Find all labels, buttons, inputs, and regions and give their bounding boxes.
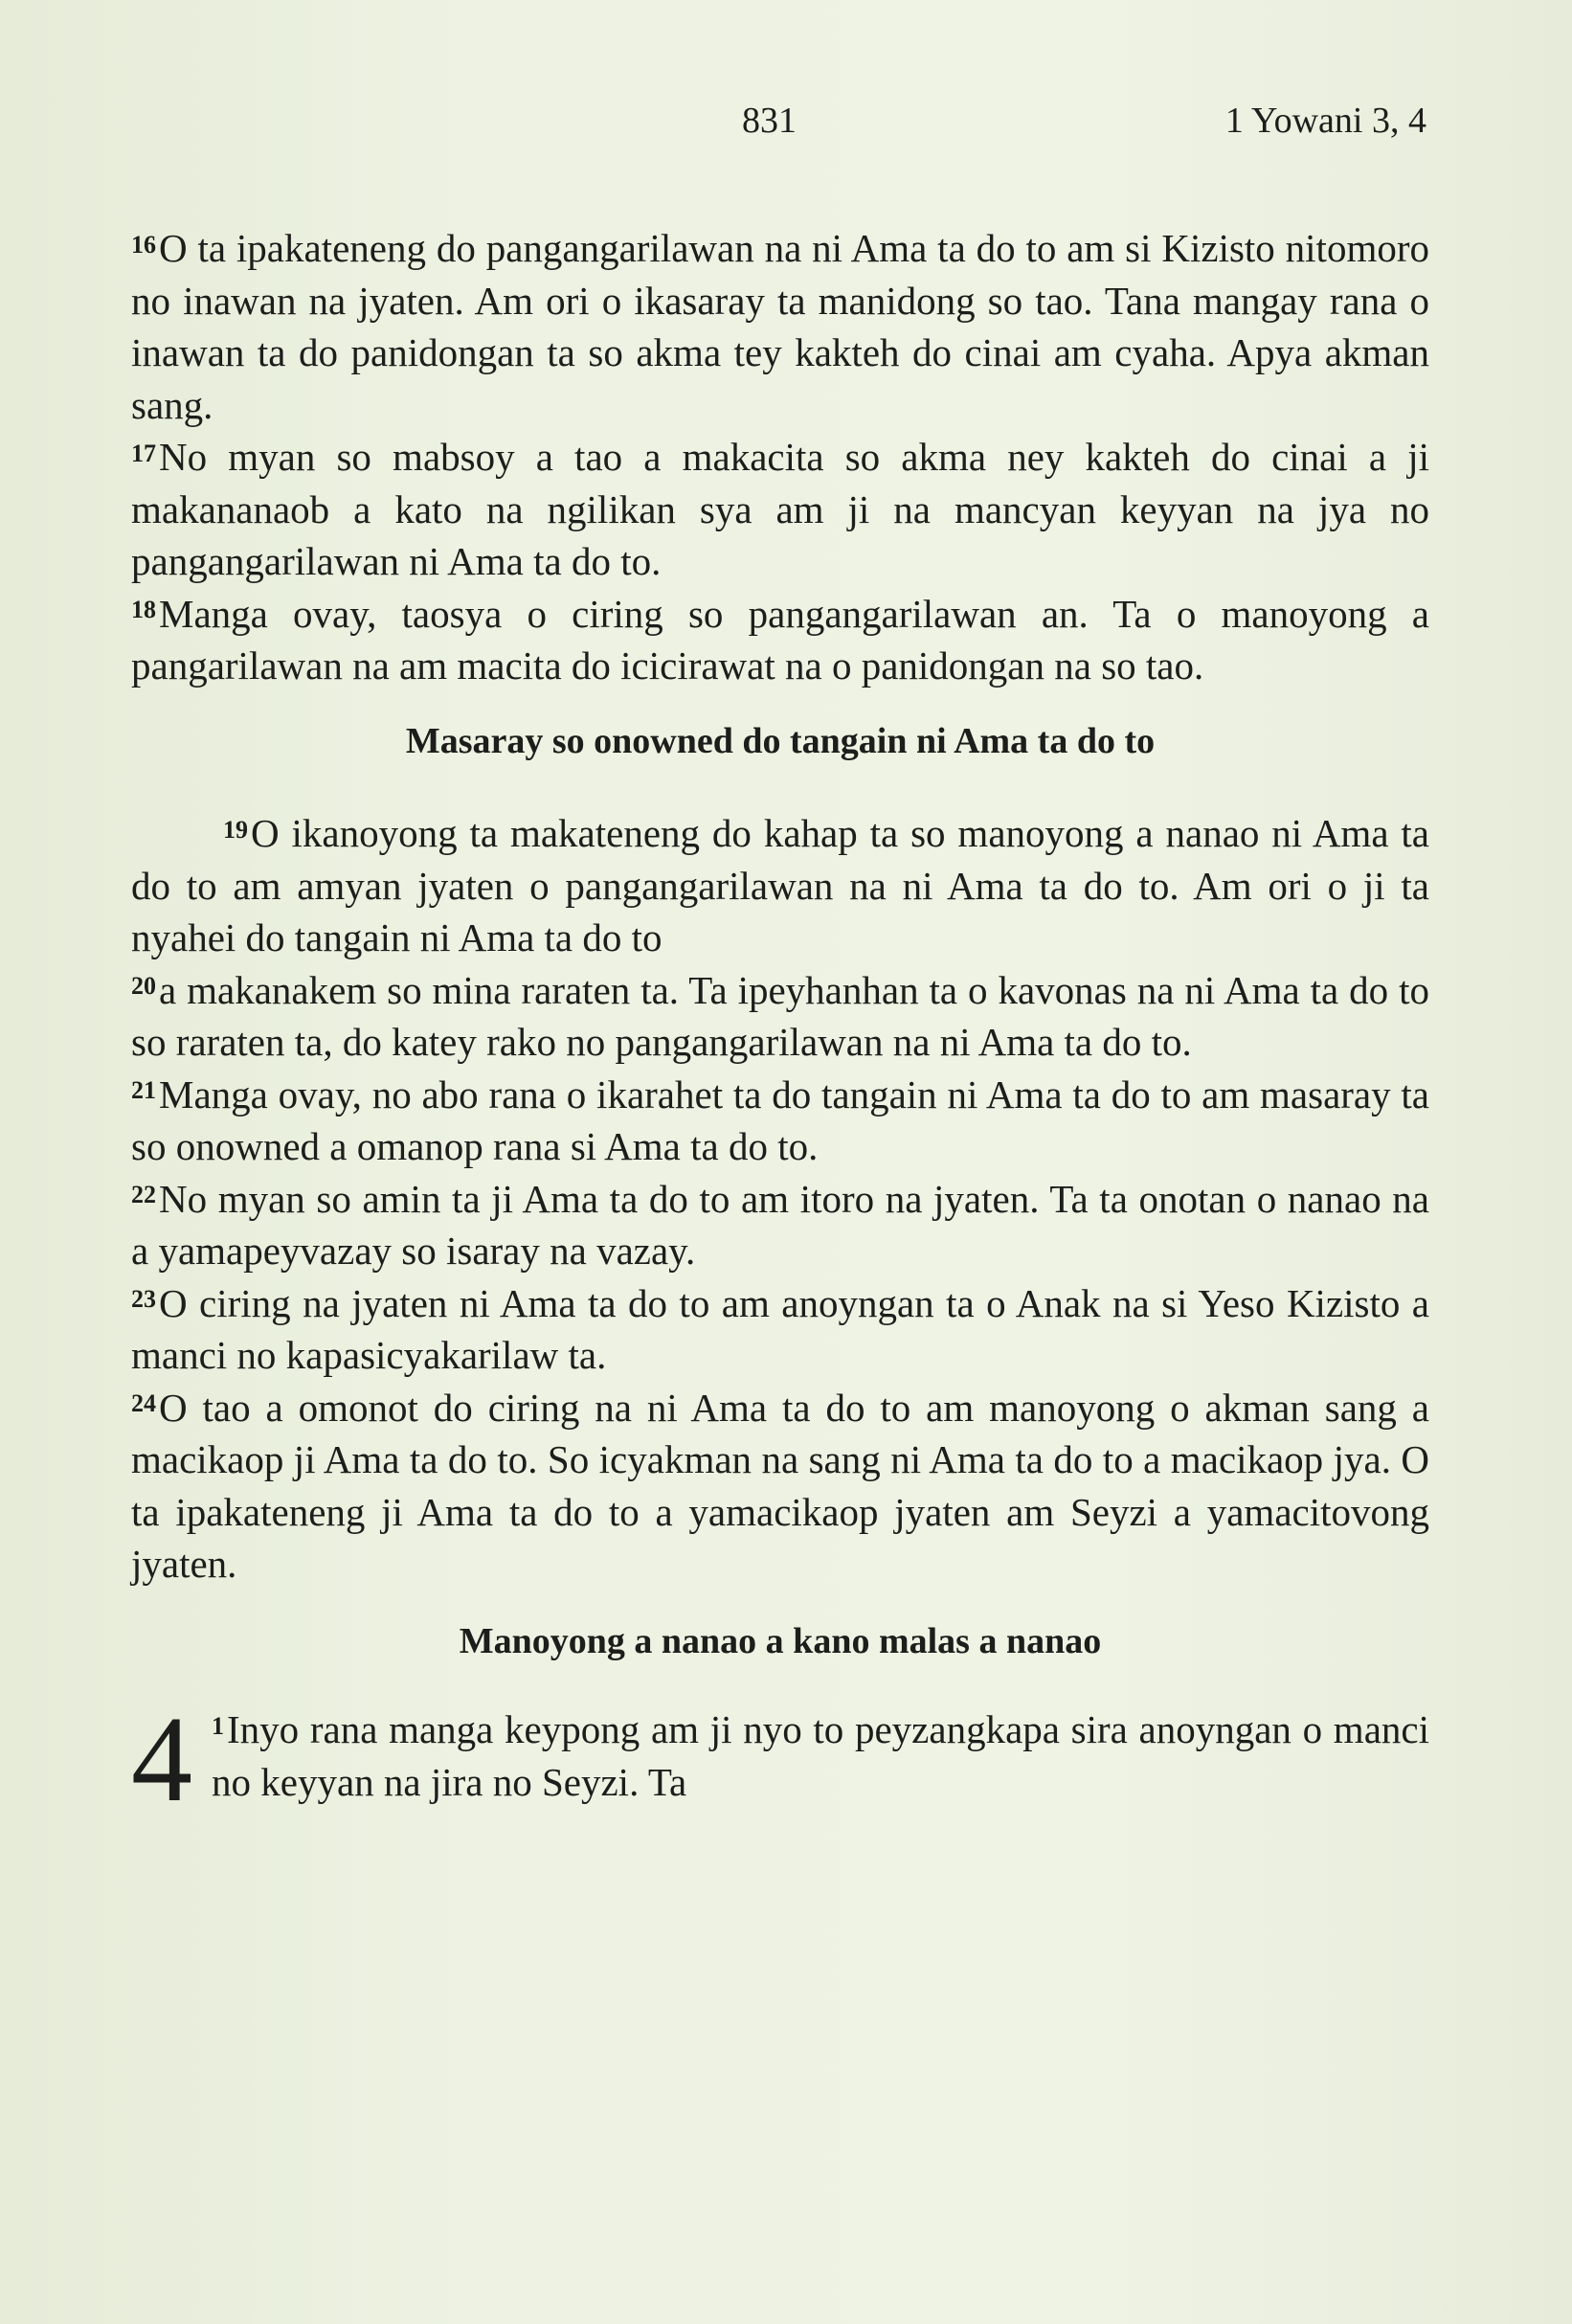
verse-number: 23 — [131, 1285, 156, 1314]
verse-number: 21 — [131, 1076, 156, 1105]
verse-text: Manga ovay, taosya o ciring so pangangarilawan an. Ta o manoyong a pangarilawan na am macita do icicirawat na o panidongan na so tao. — [131, 591, 1429, 688]
verse-text: O ciring na jyaten ni Ama ta do to am anoyngan ta o Anak na si Yeso Kizisto a manci no kapasicyakarilaw ta. — [131, 1280, 1429, 1377]
verse-text: Inyo rana manga keypong am ji nyo to peyzangkapa sira anoyngan o manci no keyyan na jira no Seyzi. Ta — [212, 1707, 1429, 1804]
verse-22 — [131, 1173, 1429, 1277]
verse-number: 22 — [131, 1181, 156, 1209]
verse-number: 17 — [131, 439, 156, 467]
verse-18 — [131, 588, 1429, 692]
verse-20 — [131, 964, 1429, 1069]
page-content — [131, 222, 1429, 1827]
verse-23 — [131, 1277, 1429, 1382]
verse-24 — [131, 1382, 1429, 1591]
verse-text: No myan so amin ta ji Ama ta do to am itoro na jyaten. Ta ta onotan o nanao na a yamapeyvazay so isaray na vazay. — [131, 1176, 1429, 1273]
verse-text: O ikanoyong ta makateneng do kahap ta so manoyong a nanao ni Ama ta do to am amyan jyaten o pangangarilawan na ni Ama ta do to. Am ori o ji ta nyahei do tangain ni Ama ta do to — [131, 811, 1429, 959]
verse-number: 18 — [131, 596, 156, 624]
chapter-4-start — [131, 1691, 1429, 1827]
verse-text: O tao a omonot do ciring na ni Ama ta do to am manoyong o akman sang a macikaop ji Ama ta do to. So icyakman na sang ni Ama ta do to a macikaop jya. O ta ipakateneng ji Ama ta do to a yamacikaop jyaten am Seyzi a yamacitovong jyaten. — [131, 1385, 1429, 1586]
verse-17 — [131, 431, 1429, 588]
verse-number: 16 — [131, 230, 156, 259]
section-heading: Masaray so onowned do tangain ni Ama ta do to — [405, 720, 1156, 761]
verse-text: Manga ovay, no abo rana o ikarahet ta do tangain ni Ama ta do to am masaray ta so onowned a omanop rana si Ama ta do to. — [131, 1072, 1429, 1168]
verse-text: a makanakem so mina raraten ta. Ta ipeyhanhan ta o kavonas na ni Ama ta do to so raraten ta, do katey rako no pangangarilawan na ni Ama ta do to. — [131, 967, 1429, 1064]
verse-4-1 — [131, 1704, 1429, 1808]
verse-number: 24 — [131, 1389, 156, 1418]
verse-text: O ta ipakateneng do pangangarilawan na ni Ama ta do to am si Kizisto nitomoro no inawan na jyaten. Am ori o ikasaray ta manidong so tao. Tana mangay rana o inawan ta do panidongan ta so akma tey kakteh do cinai am cyaha. Apya akman sang. — [131, 226, 1429, 427]
page-number: 831 — [742, 101, 797, 141]
verse-number: 1 — [212, 1711, 224, 1740]
page-header — [134, 100, 1426, 157]
section-heading: Manoyong a nanao a kano malas a nanao — [459, 1620, 1102, 1661]
running-head: 1 Yowani 3, 4 — [1224, 101, 1426, 141]
verse-number: 20 — [131, 972, 156, 1001]
verse-16 — [131, 222, 1429, 431]
verse-number: 19 — [223, 815, 248, 844]
verse-21 — [131, 1069, 1429, 1173]
verse-19 — [131, 807, 1429, 964]
chapter-number: 4 — [131, 1691, 192, 1827]
verse-text: No myan so mabsoy a tao a makacita so akma ney kakteh do cinai a ji makananaob a kato na ngilikan sya am ji na mancyan keyyan na jya no pangangarilawan ni Ama ta do to. — [131, 435, 1429, 583]
